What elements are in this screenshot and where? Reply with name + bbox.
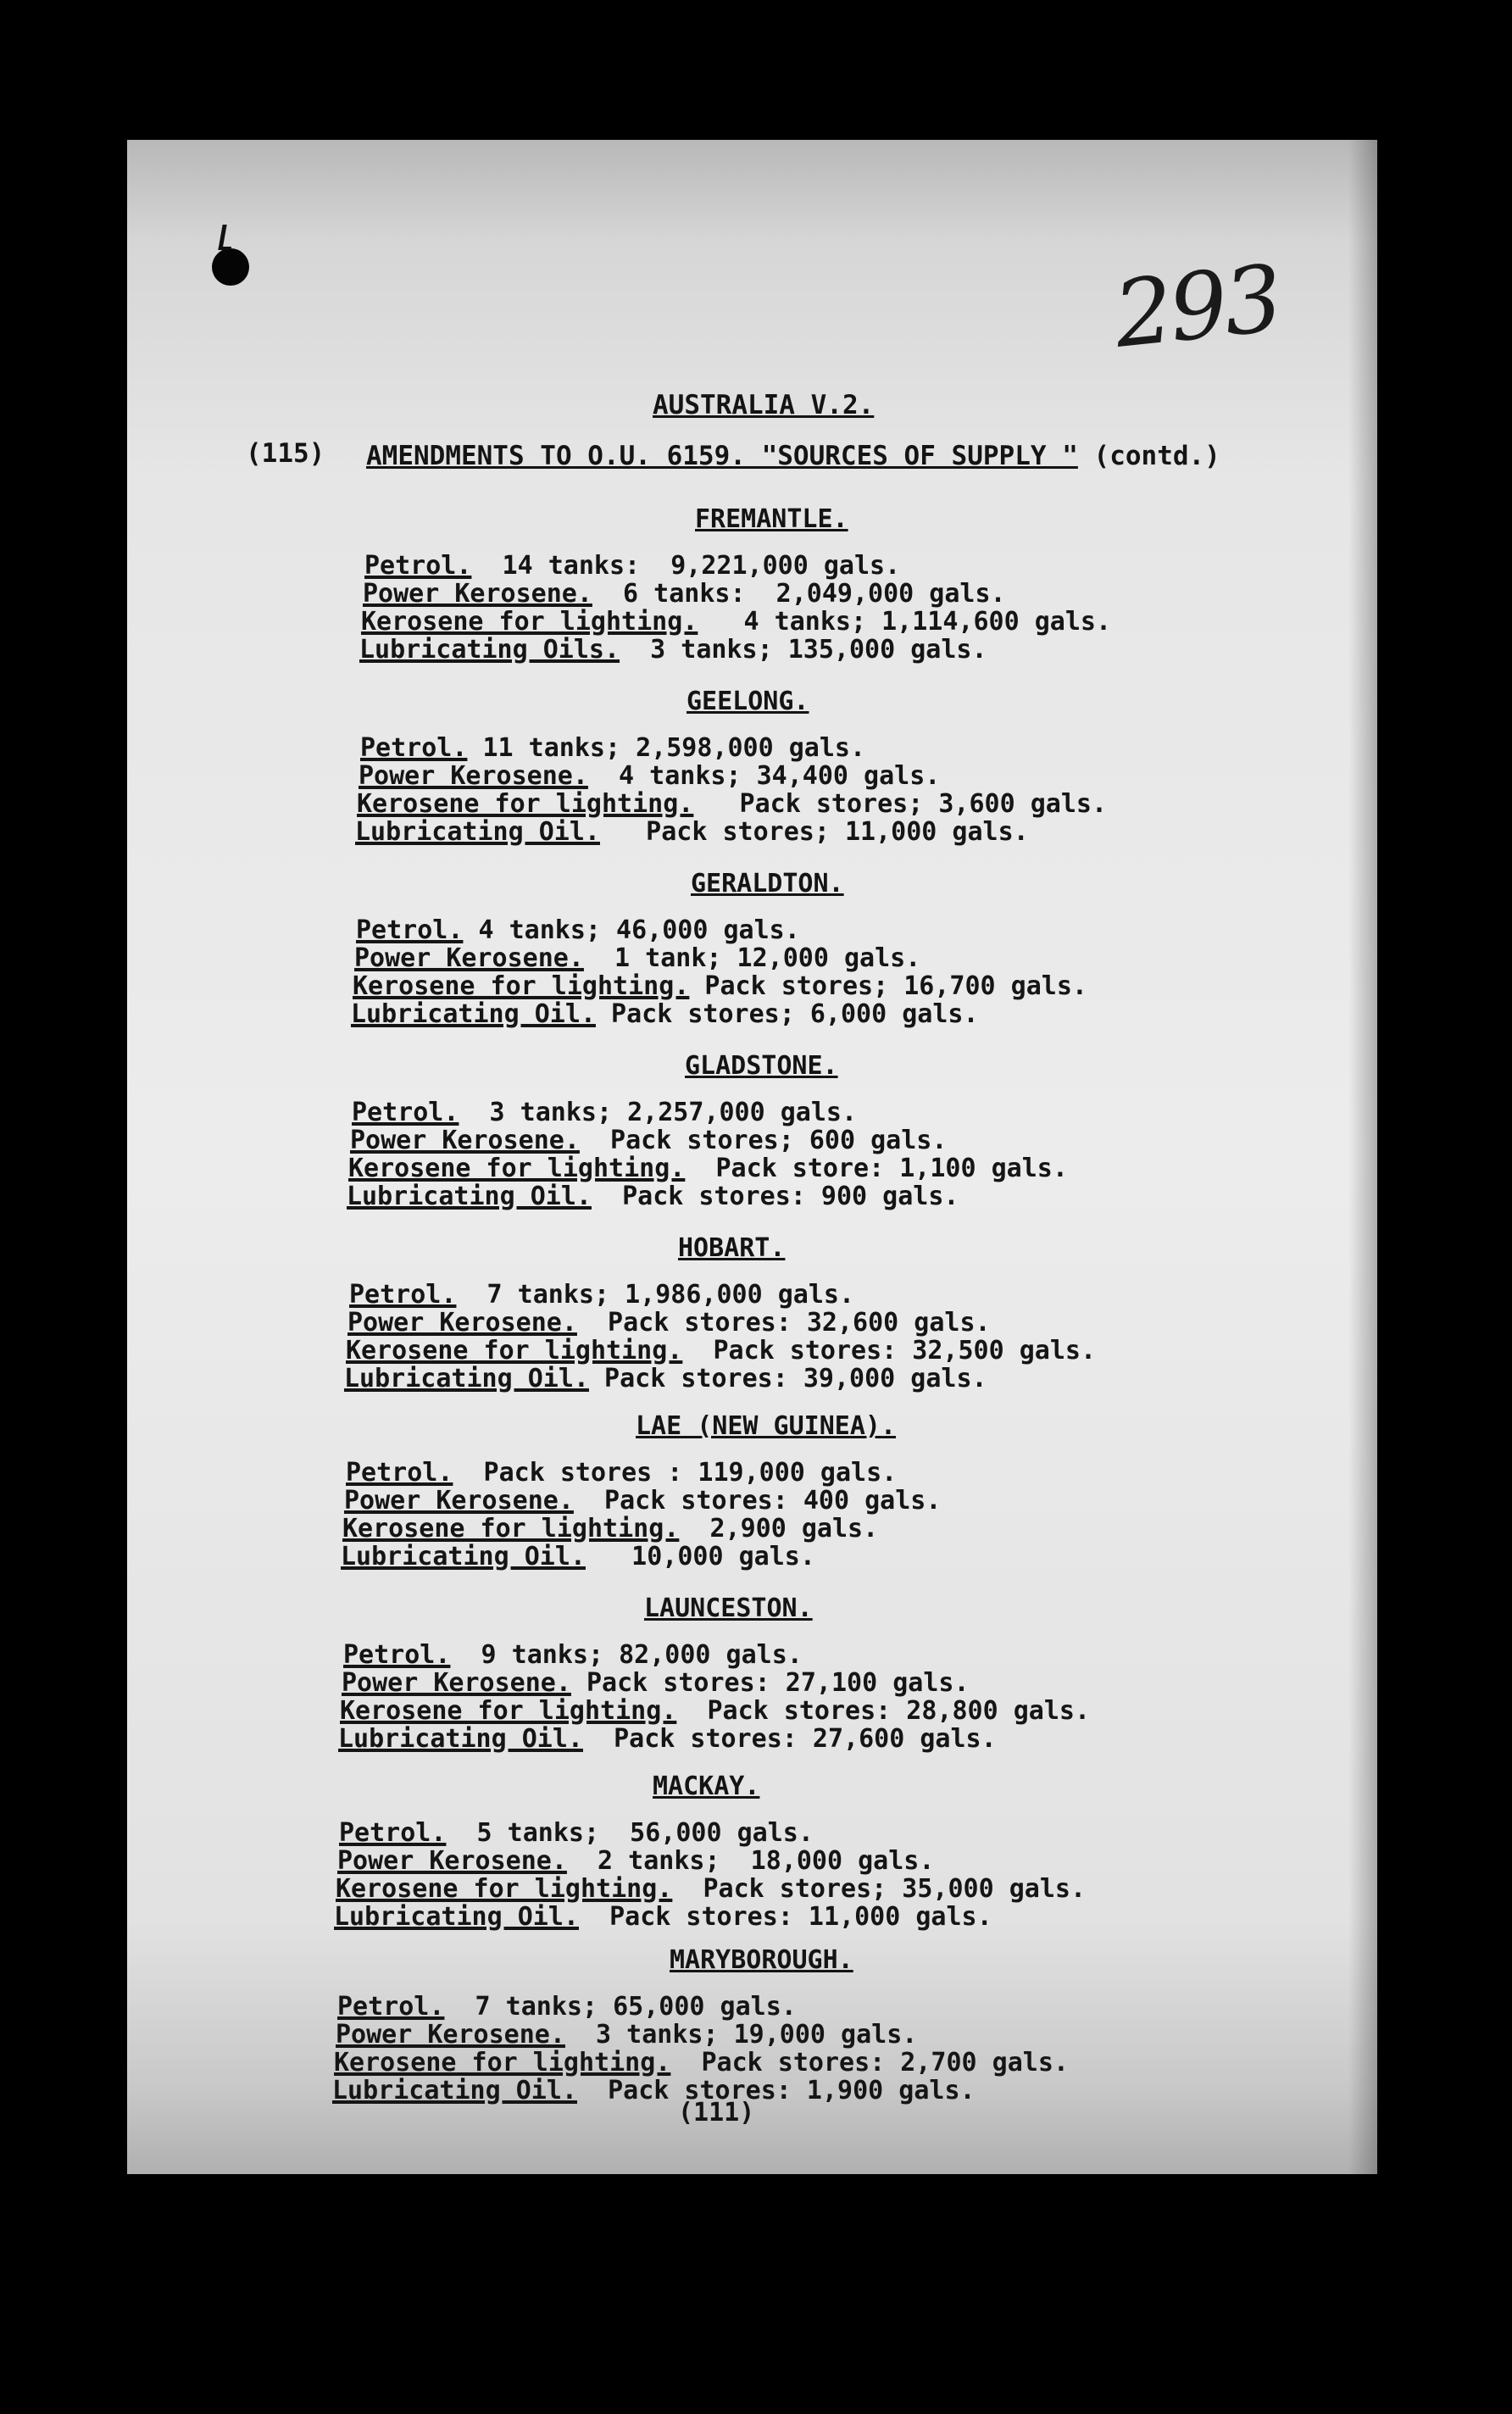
fuel-type-label: Power Kerosene. — [337, 1846, 567, 1876]
supply-line — [346, 1458, 897, 1488]
supply-quantity: Pack stores: 400 gals. — [573, 1486, 942, 1516]
fuel-type-label: Petrol. — [352, 1098, 459, 1127]
fuel-type-label: Kerosene for lighting. — [353, 971, 690, 1001]
supply-quantity: Pack stores; 3,600 gals. — [693, 789, 1108, 819]
fuel-type-label: Petrol. — [356, 915, 464, 945]
supply-line — [344, 1486, 941, 1516]
supply-quantity: 9 tanks; 82,000 gals. — [450, 1640, 803, 1670]
fuel-type-label: Lubricating Oil. — [341, 1542, 586, 1571]
section-title: LAUNCESTON. — [644, 1594, 813, 1623]
section-title: GLADSTONE. — [685, 1051, 838, 1081]
fuel-type-label: Petrol. — [339, 1818, 447, 1848]
supply-line — [343, 1640, 803, 1670]
page-number: (111) — [678, 2098, 755, 2128]
supply-line — [357, 789, 1107, 819]
fuel-type-label: Petrol. — [337, 1992, 445, 2022]
fuel-type-label: Power Kerosene. — [347, 1308, 577, 1338]
amendment-heading-suffix: (contd.) — [1077, 441, 1220, 471]
supply-quantity: 5 tanks; 56,000 gals. — [446, 1818, 814, 1848]
supply-line — [334, 2048, 1069, 2077]
supply-line — [347, 1182, 959, 1211]
supply-quantity: Pack store: 1,100 gals. — [685, 1154, 1068, 1183]
supply-quantity: Pack stores: 900 gals. — [591, 1182, 959, 1211]
supply-line — [356, 915, 800, 945]
supply-line — [364, 551, 900, 581]
section-title: LAE (NEW GUINEA). — [636, 1411, 897, 1441]
supply-line — [359, 761, 940, 791]
fuel-type-label: Kerosene for lighting. — [348, 1154, 686, 1183]
supply-quantity: 10,000 gals. — [585, 1542, 815, 1571]
supply-line — [363, 579, 1006, 609]
page-edge-shadow — [1348, 140, 1377, 2174]
supply-line — [361, 607, 1111, 637]
fuel-type-label: Lubricating Oil. — [351, 999, 596, 1029]
supply-quantity: Pack stores; 600 gals. — [579, 1126, 948, 1155]
supply-quantity: 3 tanks; 2,257,000 gals. — [459, 1098, 858, 1127]
amendment-heading-main: AMENDMENTS TO O.U. 6159. "SOURCES OF SUPPLY " — [366, 441, 1078, 471]
amendment-heading — [366, 441, 1220, 471]
supply-line — [344, 1364, 987, 1393]
document-page — [127, 140, 1377, 2174]
supply-line — [336, 2020, 917, 2050]
supply-quantity: 2 tanks; 18,000 gals. — [566, 1846, 935, 1876]
section-title: GERALDTON. — [691, 869, 844, 898]
fuel-type-label: Lubricating Oil. — [355, 817, 600, 847]
supply-line — [349, 1280, 854, 1310]
fuel-type-label: Power Kerosene. — [354, 943, 584, 973]
paragraph-number: (115) — [246, 438, 325, 469]
supply-quantity: 2,900 gals. — [679, 1514, 879, 1544]
document-title: AUSTRALIA V.2. — [653, 390, 875, 420]
fuel-type-label: Kerosene for lighting. — [334, 2048, 671, 2077]
fuel-type-label: Kerosene for lighting. — [336, 1874, 673, 1904]
fuel-type-label: Power Kerosene. — [350, 1126, 580, 1155]
supply-quantity: Pack stores: 27,600 gals. — [582, 1724, 997, 1754]
fuel-type-label: Lubricating Oils. — [359, 635, 620, 665]
supply-line — [337, 1846, 934, 1876]
handwritten-folio-number: 293 — [1109, 246, 1285, 369]
supply-line — [347, 1308, 991, 1338]
fuel-type-label: Kerosene for lighting. — [340, 1696, 677, 1726]
fuel-type-label: Power Kerosene. — [359, 761, 588, 791]
fuel-type-label: Power Kerosene. — [344, 1486, 574, 1516]
fuel-type-label: Power Kerosene. — [363, 579, 592, 609]
supply-line — [338, 1724, 997, 1754]
supply-line — [336, 1874, 1086, 1904]
section-title: MACKAY. — [653, 1772, 760, 1801]
supply-line — [340, 1696, 1090, 1726]
supply-quantity: 3 tanks; 135,000 gals. — [620, 635, 987, 665]
supply-quantity: 4 tanks; 1,114,600 gals. — [698, 607, 1112, 637]
supply-line — [337, 1992, 797, 2022]
supply-quantity: 14 tanks: 9,221,000 gals. — [471, 551, 901, 581]
fuel-type-label: Petrol. — [343, 1640, 451, 1670]
supply-quantity: Pack stores : 119,000 gals. — [453, 1458, 898, 1488]
supply-line — [348, 1154, 1068, 1183]
fuel-type-label: Kerosene for lighting. — [342, 1514, 680, 1544]
supply-quantity: Pack stores; 16,700 gals. — [689, 971, 1087, 1001]
supply-quantity: Pack stores; 11,000 gals. — [599, 817, 1029, 847]
supply-quantity: Pack stores: 1,900 gals. — [576, 2076, 976, 2105]
supply-quantity: 4 tanks; 46,000 gals. — [463, 915, 800, 945]
fuel-type-label: Kerosene for lighting. — [361, 607, 698, 637]
supply-line — [359, 635, 987, 665]
fuel-type-label: Petrol. — [364, 551, 472, 581]
supply-line — [342, 1514, 878, 1544]
supply-quantity: 3 tanks; 19,000 gals. — [564, 2020, 918, 2050]
fuel-type-label: Kerosene for lighting. — [346, 1336, 683, 1366]
fuel-type-label: Lubricating Oil. — [347, 1182, 592, 1211]
supply-quantity: Pack stores: 28,800 gals. — [676, 1696, 1091, 1726]
supply-line — [350, 1126, 947, 1155]
supply-line — [354, 943, 920, 973]
fuel-type-label: Power Kerosene. — [336, 2020, 565, 2050]
supply-quantity: Pack stores; 6,000 gals. — [595, 999, 979, 1029]
section-title: GEELONG. — [687, 687, 809, 716]
fuel-type-label: Lubricating Oil. — [344, 1364, 589, 1393]
fuel-type-label: Petrol. — [346, 1458, 453, 1488]
supply-quantity: Pack stores: 32,500 gals. — [682, 1336, 1097, 1366]
supply-line — [351, 999, 979, 1029]
supply-quantity: Pack stores: 27,100 gals. — [570, 1668, 970, 1698]
supply-quantity: 6 tanks: 2,049,000 gals. — [592, 579, 1006, 609]
supply-line — [353, 971, 1087, 1001]
supply-line — [332, 2076, 976, 2105]
section-title: MARYBOROUGH. — [670, 1945, 853, 1975]
supply-line — [352, 1098, 857, 1127]
supply-line — [342, 1668, 970, 1698]
fuel-type-label: Petrol. — [349, 1280, 457, 1310]
supply-line — [341, 1542, 815, 1571]
section-title: FREMANTLE. — [695, 504, 848, 534]
fuel-type-label: Lubricating Oil. — [334, 1902, 579, 1932]
supply-quantity: Pack stores: 32,600 gals. — [576, 1308, 991, 1338]
fuel-type-label: Lubricating Oil. — [332, 2076, 577, 2105]
fuel-type-label: Lubricating Oil. — [338, 1724, 583, 1754]
fuel-type-label: Petrol. — [360, 733, 468, 763]
punch-mark — [218, 225, 235, 250]
supply-quantity: Pack stores: 2,700 gals. — [670, 2048, 1069, 2077]
punch-hole — [212, 248, 249, 286]
supply-quantity: Pack stores; 35,000 gals. — [672, 1874, 1087, 1904]
fuel-type-label: Power Kerosene. — [342, 1668, 571, 1698]
supply-line — [346, 1336, 1096, 1366]
supply-quantity: 7 tanks; 1,986,000 gals. — [456, 1280, 855, 1310]
supply-quantity: 7 tanks; 65,000 gals. — [444, 1992, 797, 2022]
supply-quantity: Pack stores: 39,000 gals. — [588, 1364, 987, 1393]
supply-quantity: 4 tanks; 34,400 gals. — [587, 761, 941, 791]
supply-quantity: 11 tanks; 2,598,000 gals. — [467, 733, 866, 763]
fuel-type-label: Kerosene for lighting. — [357, 789, 694, 819]
section-title: HOBART. — [678, 1233, 786, 1263]
supply-quantity: Pack stores: 11,000 gals. — [578, 1902, 992, 1932]
supply-line — [339, 1818, 814, 1848]
supply-line — [355, 817, 1029, 847]
supply-quantity: 1 tank; 12,000 gals. — [583, 943, 921, 973]
supply-line — [360, 733, 865, 763]
supply-line — [334, 1902, 992, 1932]
